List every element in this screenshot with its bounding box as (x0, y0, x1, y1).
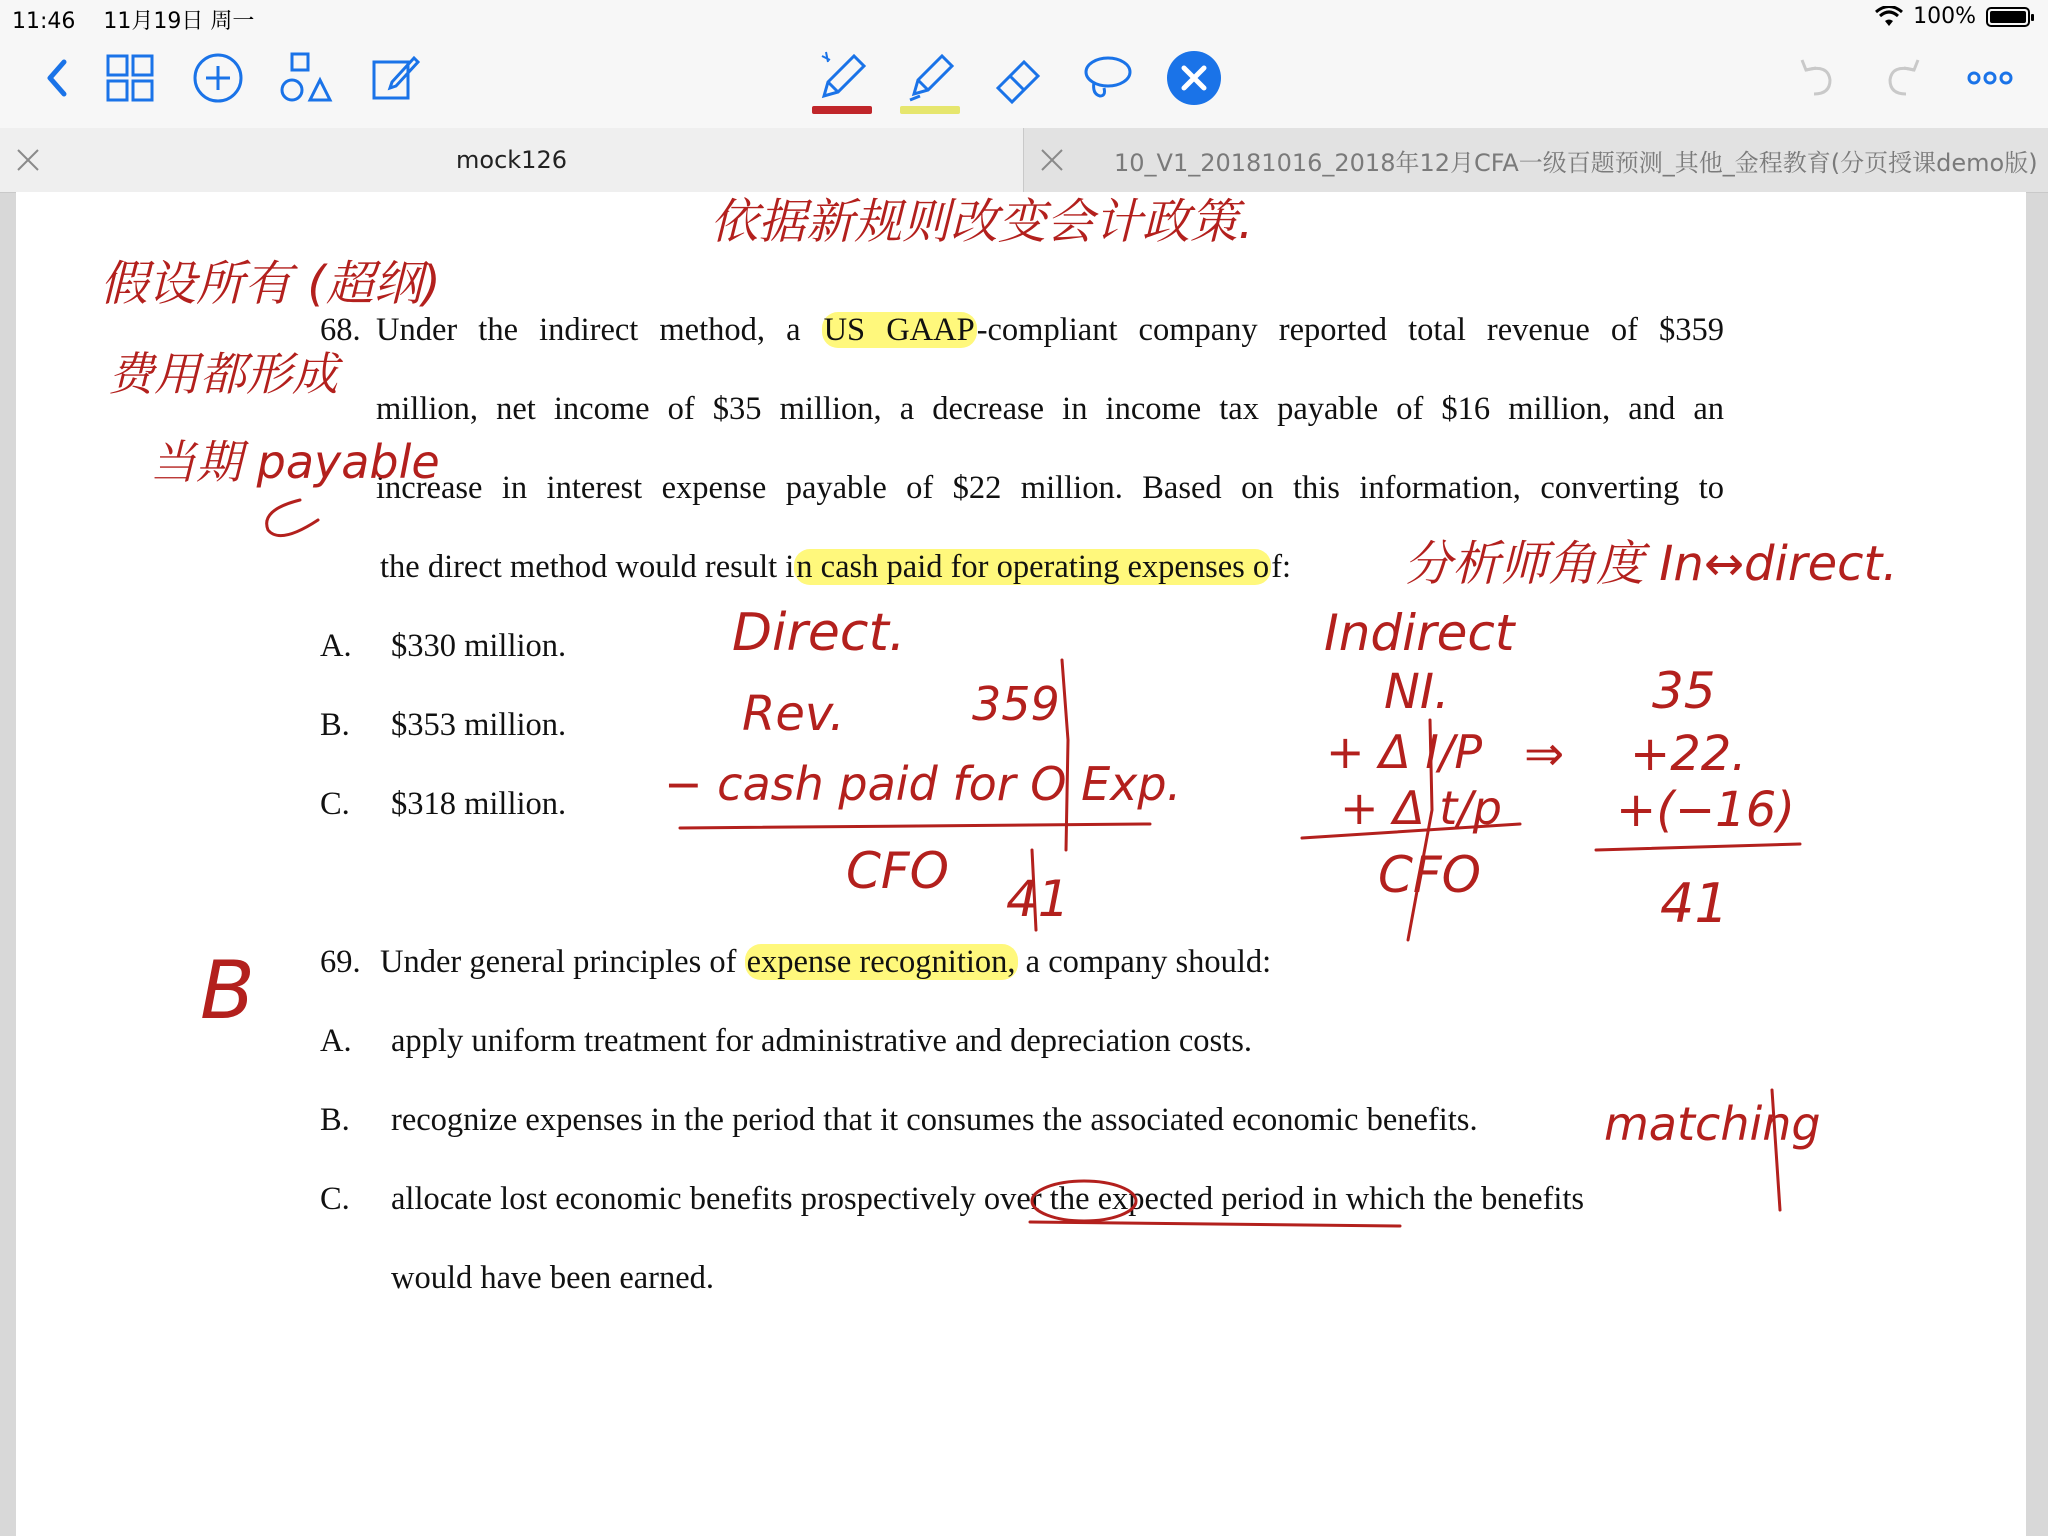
annotation-top-note: 依据新规则改变会计政策. (710, 194, 1254, 250)
redo-icon[interactable] (1872, 46, 1936, 110)
shapes-icon[interactable] (274, 46, 338, 110)
back-icon[interactable] (26, 46, 90, 110)
undo-icon[interactable] (1784, 46, 1848, 110)
edit-icon[interactable] (362, 46, 426, 110)
annotation-left-note-3: 当期 payable (150, 435, 440, 489)
annotation-left-note-2: 费用都形成 (108, 347, 338, 401)
annotation-indirect-ni: NI. (1384, 664, 1450, 720)
annotation-direct-cfo: CFO (846, 842, 950, 900)
highlight: US GAAP (823, 312, 975, 348)
status-bar (0, 0, 2048, 36)
status-right (1875, 4, 2030, 29)
q68-text: Under the indirect method, a (376, 312, 822, 348)
annotation-direct-cfo-value: 41 (1006, 870, 1070, 928)
q68-option-b: $353 million. (391, 707, 567, 743)
lasso-tool-icon[interactable] (1074, 46, 1138, 110)
close-tab-icon[interactable] (1038, 146, 1066, 174)
annotation-indirect-tp: + Δ t/p (1340, 781, 1502, 835)
toolbar (0, 36, 2048, 128)
q68-line-2: million, net income of $35 million, a decrease in income tax payable of $16 million, and an (376, 391, 1724, 427)
status-left (12, 4, 254, 35)
q69-text: a company should: (1017, 944, 1272, 980)
q69-stem (380, 944, 1271, 981)
annotation-direct-rev: Rev. (742, 686, 845, 742)
tab-title: 10_V1_20181016_2018年12月CFA一级百题预测_其他_金程教育(分页授课demo版) (1114, 148, 2038, 177)
q69-option-a: apply uniform treatment for administrative and depreciation costs. (391, 1023, 1252, 1059)
q68-text: the direct method would result i (380, 549, 795, 585)
annotation-calc-22: +22. (1630, 726, 1747, 782)
annotation-right-note: 分析师角度 In↔direct. (1404, 536, 1898, 592)
highlight: expense recognition, (746, 944, 1016, 980)
q68-option-letter: C. (320, 786, 350, 822)
highlighter-color-indicator (900, 106, 960, 114)
q68-line-3: increase in interest expense payable of $22 million. Based on this information, converting to (376, 470, 1724, 506)
tab-bar (0, 128, 2048, 193)
annotation-calc-16: +(−16) (1616, 782, 1795, 838)
pen-color-indicator (812, 106, 872, 114)
close-pen-mode-icon[interactable] (1162, 46, 1226, 110)
battery-percent: 100% (1913, 4, 1976, 29)
tab-cfa-doc[interactable] (1024, 128, 2048, 192)
q69-number: 69. (320, 944, 361, 980)
annotation-answer-69: B (200, 944, 255, 1037)
q68-number: 68. (320, 312, 361, 348)
q68-text: -compliant company reported total revenue of $359 (976, 312, 1724, 348)
tab-mock126[interactable] (0, 128, 1024, 192)
q68-option-a: $330 million. (391, 628, 567, 664)
q69-option-letter: A. (320, 1023, 352, 1059)
annotation-indirect-cfo: CFO (1378, 846, 1482, 904)
q68-option-c: $318 million. (391, 786, 567, 822)
q69-text: Under general principles of (380, 944, 745, 980)
q69-option-letter: B. (320, 1102, 350, 1138)
annotation-matching: matching (1604, 1097, 1821, 1151)
annotation-indirect-title: Indirect (1324, 604, 1515, 662)
annotation-direct-cash: − cash paid for O Exp. (664, 757, 1182, 811)
annotation-arrow: ⇒ (1524, 726, 1565, 782)
grid-view-icon[interactable] (98, 46, 162, 110)
q68-text: f: (1271, 549, 1292, 585)
q69-option-c-line-2: would have been earned. (391, 1260, 715, 1296)
q68-option-letter: A. (320, 628, 352, 664)
annotation-calc-41: 41 (1660, 872, 1729, 935)
eraser-tool-icon[interactable] (986, 46, 1050, 110)
q68-line-1 (376, 312, 1724, 349)
more-icon[interactable] (1958, 46, 2022, 110)
q68-line-4 (380, 549, 1291, 586)
status-time: 11:46 (12, 9, 76, 34)
annotation-direct-rev-value: 359 (972, 677, 1060, 731)
pen-tool-icon[interactable] (810, 46, 874, 110)
tab-title: mock126 (456, 146, 567, 174)
status-date: 11月19日 周一 (103, 9, 255, 34)
annotation-direct-title: Direct. (732, 603, 906, 663)
q69-option-c: allocate lost economic benefits prospectively over the expected period in which the benefits (391, 1181, 1585, 1217)
q68-option-letter: B. (320, 707, 350, 743)
q69-option-letter: C. (320, 1181, 350, 1217)
wifi-icon (1875, 6, 1903, 28)
battery-icon (1986, 7, 2030, 27)
annotation-left-note-1: 假设所有 (超纲) (100, 256, 441, 312)
annotation-indirect-ip: + Δ I/P (1326, 725, 1483, 779)
annotation-calc-35: 35 (1652, 662, 1716, 720)
highlight: n cash paid for operating expenses o (796, 549, 1270, 585)
add-icon[interactable] (186, 46, 250, 110)
q69-option-b: recognize expenses in the period that it consumes the associated economic benefits. (391, 1102, 1478, 1138)
highlighter-tool-icon[interactable] (898, 46, 962, 110)
